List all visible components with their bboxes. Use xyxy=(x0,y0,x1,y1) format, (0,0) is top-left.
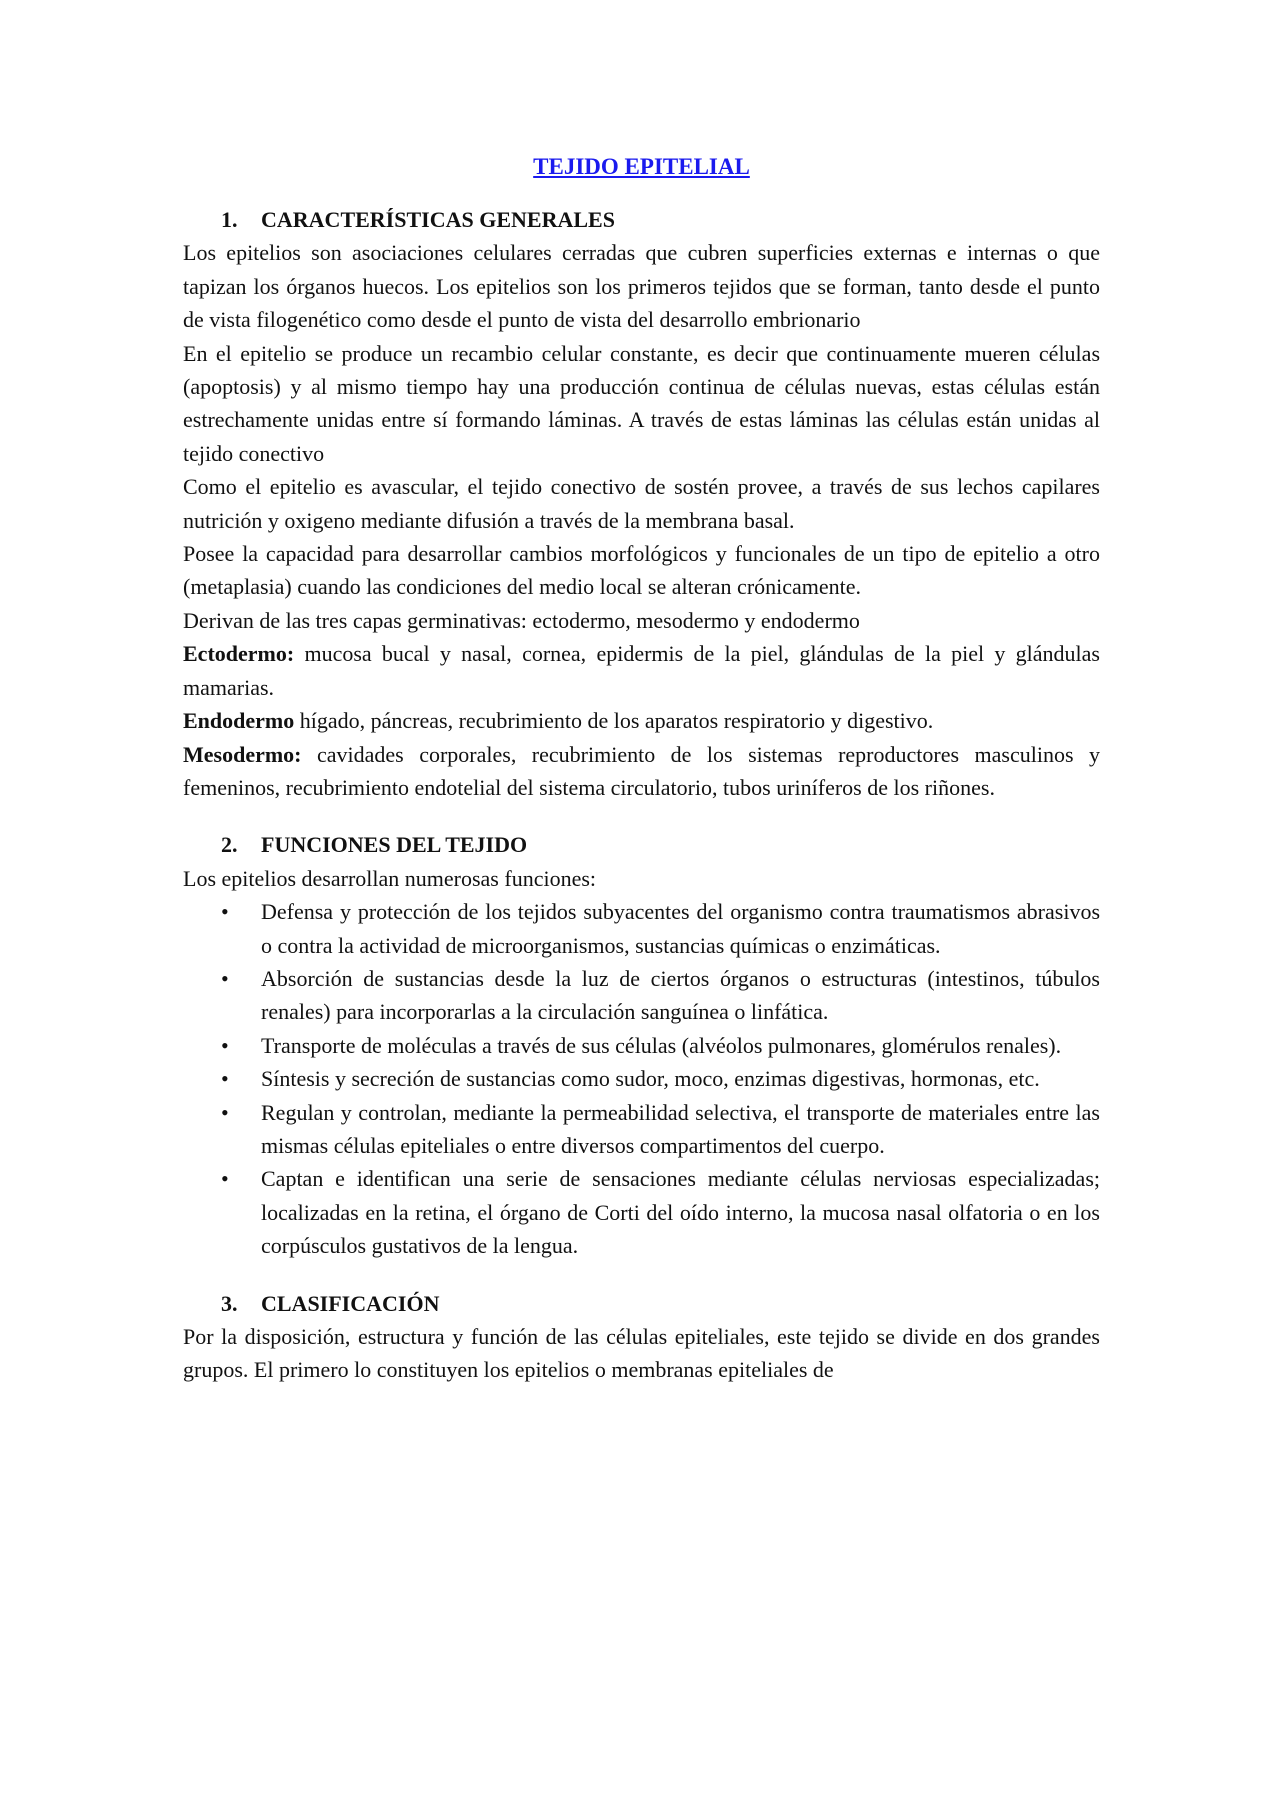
document-page xyxy=(183,150,1100,1387)
section-heading-text: CARACTERÍSTICAS GENERALES xyxy=(261,207,615,232)
list-item xyxy=(183,895,1100,962)
paragraph: Posee la capacidad para desarrollar cambios morfológicos y funcionales de un tipo de epitelio a otro (metaplasia) cuando las condiciones del medio local se alteran crónicamente. xyxy=(183,541,1100,600)
list-item-text: Defensa y protección de los tejidos subyacentes del organismo contra traumatismos abrasivos o contra la actividad de microorganismos, sustancias químicas o enzimáticas. xyxy=(261,899,1100,958)
bullet-icon: • xyxy=(221,1066,229,1092)
list-item xyxy=(183,1029,1100,1062)
spacer xyxy=(183,804,1100,828)
section-caracteristicas xyxy=(183,203,1100,804)
germ-layer-mesodermo xyxy=(183,738,1100,805)
germ-layer-endodermo xyxy=(183,704,1100,737)
germ-layer-term: Endodermo xyxy=(183,708,295,734)
section-heading-text: FUNCIONES DEL TEJIDO xyxy=(261,832,528,858)
section-number: 1. xyxy=(221,207,238,232)
section-heading xyxy=(183,1287,1100,1320)
section-funciones xyxy=(183,828,1100,1262)
bullet-icon: • xyxy=(221,965,229,991)
bullet-icon: • xyxy=(221,1032,229,1058)
germ-layer-term: Mesodermo: xyxy=(183,741,302,767)
paragraph: En el epitelio se produce un recambio celular constante, es decir que continuamente mueren células (apoptosis) y al mismo tiempo hay una producción continua de células nuevas, estas células están estrechamente unidas entre sí formando láminas. A través de estas láminas las células están unidas al tejido conectivo xyxy=(183,340,1100,466)
germ-layer-text: cavidades corporales, recubrimiento de los sistemas reproductores masculinos y femeninos, recubrimiento endotelial del sistema circulatorio, tubos uriníferos de los riñones. xyxy=(183,741,1100,800)
list-item xyxy=(183,1062,1100,1095)
bullet-icon: • xyxy=(221,1166,229,1192)
document-title[interactable]: TEJIDO EPITELIAL xyxy=(533,154,750,179)
germ-layer-text: hígado, páncreas, recubrimiento de los aparatos respiratorio y digestivo. xyxy=(294,708,934,734)
germ-layer-text: mucosa bucal y nasal, cornea, epidermis de la piel, glándulas de la piel y glándulas mamarias. xyxy=(183,641,1100,700)
paragraph: Como el epitelio es avascular, el tejido conectivo de sostén provee, a través de sus lechos capilares nutrición y oxigeno mediante difusión a través de la membrana basal. xyxy=(183,474,1100,533)
section-number: 2. xyxy=(221,832,238,858)
germ-layer-ectodermo xyxy=(183,637,1100,704)
list-item-text: Captan e identifican una serie de sensaciones mediante células nerviosas especializadas; localizadas en la retina, el órgano de Corti del oído interno, la mucosa nasal olfatoria o en los corpúsculos gustativos de la lengua. xyxy=(261,1166,1100,1259)
section-heading xyxy=(183,828,1100,861)
bullet-icon: • xyxy=(221,1099,229,1125)
section-number: 3. xyxy=(221,1290,238,1316)
paragraph: Derivan de las tres capas germinativas: ectodermo, mesodermo y endodermo xyxy=(183,607,860,633)
section-heading-text: CLASIFICACIÓN xyxy=(261,1290,440,1316)
list-item-text: Absorción de sustancias desde la luz de ciertos órganos o estructuras (intestinos, túbulos renales) para incorporarlas a la circulación sanguínea o linfática. xyxy=(261,965,1100,1025)
germ-layer-term: Ectodermo: xyxy=(183,641,295,667)
list-item-text: Regulan y controlan, mediante la permeabilidad selectiva, el transporte de materiales entre las mismas células epiteliales o entre diversos compartimentos del cuerpo. xyxy=(261,1099,1100,1158)
function-list xyxy=(183,895,1100,1262)
section-clasificacion xyxy=(183,1287,1100,1387)
paragraph: Por la disposición, estructura y función de las células epiteliales, este tejido se divide en dos grandes grupos. El primero lo constituyen los epitelios o membranas epiteliales de xyxy=(183,1324,1100,1383)
bullet-icon: • xyxy=(221,899,229,925)
section-heading xyxy=(183,203,1100,236)
section-intro: Los epitelios desarrollan numerosas funciones: xyxy=(183,865,597,891)
list-item-text: Transporte de moléculas a través de sus células (alvéolos pulmonares, glomérulos renales). xyxy=(261,1032,1062,1058)
list-item xyxy=(183,962,1100,1029)
list-item xyxy=(183,1096,1100,1163)
list-item xyxy=(183,1162,1100,1262)
paragraph: Los epitelios son asociaciones celulares cerradas que cubren superficies externas e internas o que tapizan los órganos huecos. Los epitelios son los primeros tejidos que se forman, tanto desde el punto de vista filogenético como desde el punto de vista del desarrollo embrionario xyxy=(183,240,1100,333)
spacer xyxy=(183,1263,1100,1287)
list-item-text: Síntesis y secreción de sustancias como sudor, moco, enzimas digestivas, hormonas, etc. xyxy=(261,1066,1040,1092)
